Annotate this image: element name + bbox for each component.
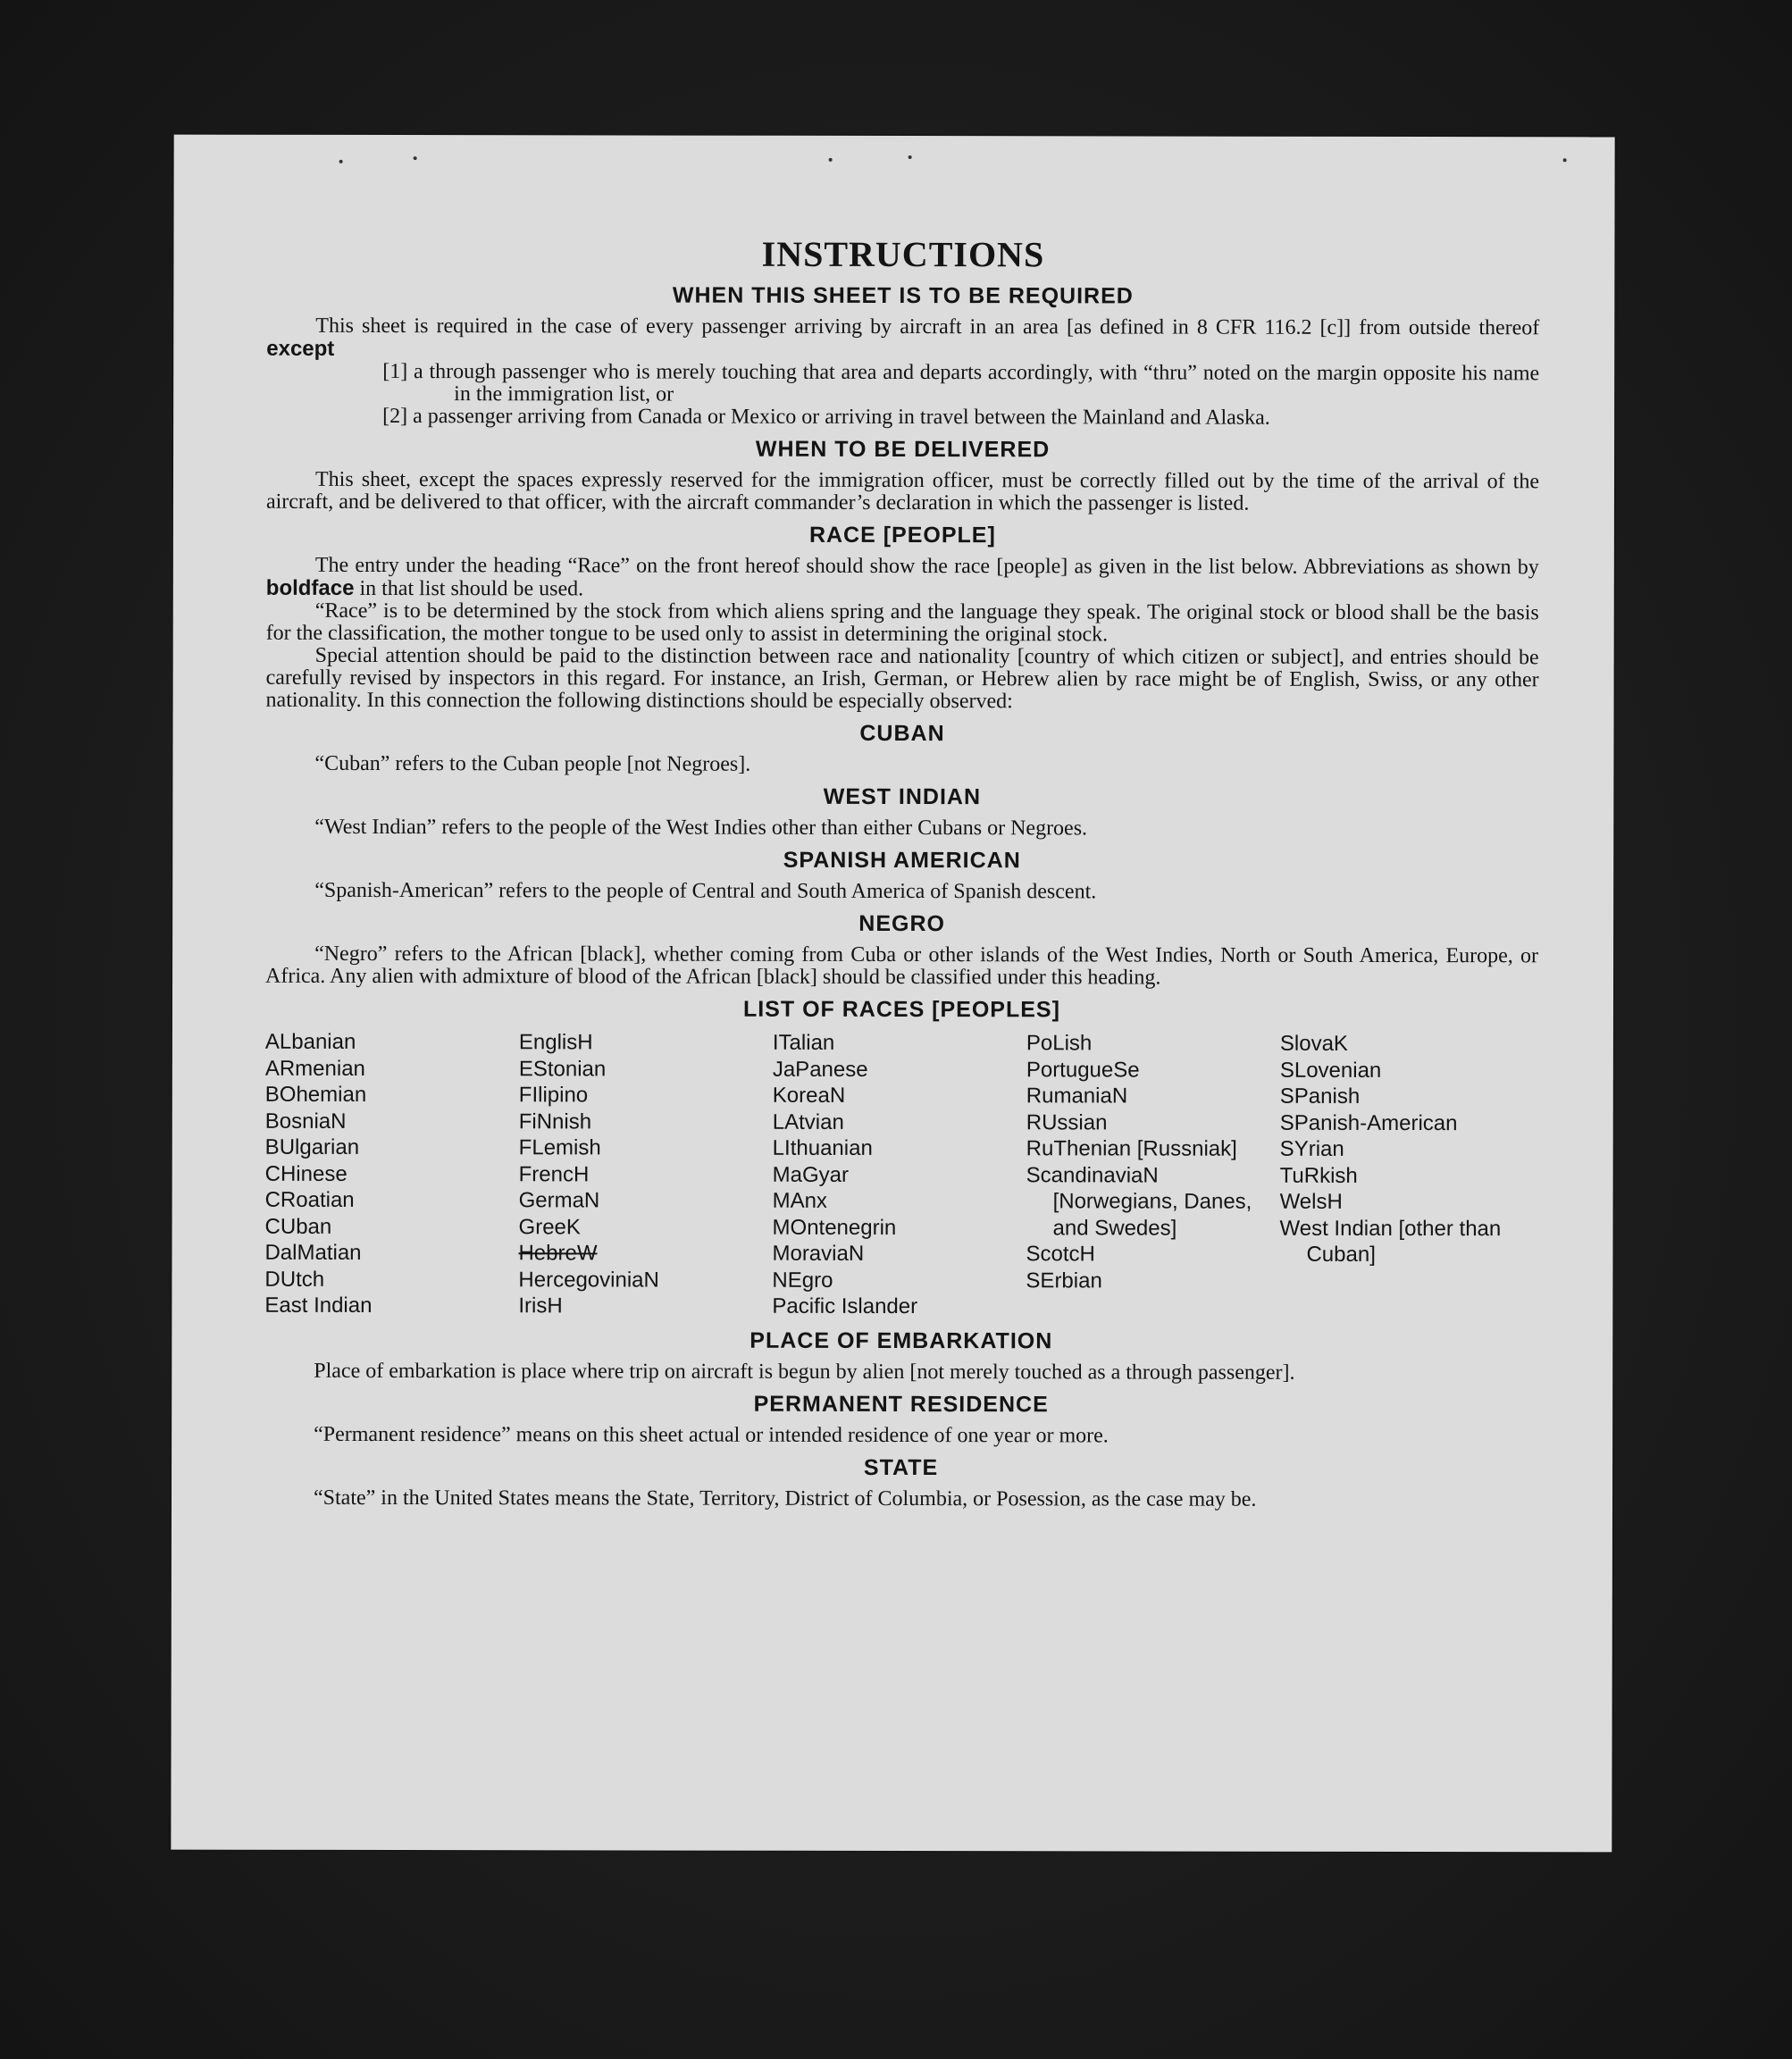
when-required-intro	[266, 315, 1539, 363]
heading-state: STATE	[863, 1454, 939, 1480]
race-item: ScandinaviaN [Norwegians, Danes, and Swedes]	[1026, 1162, 1252, 1241]
race-item: MoraviaN	[772, 1241, 865, 1266]
race-item: SPanish-American	[1279, 1110, 1458, 1135]
race-item: SErbian	[1026, 1268, 1102, 1293]
race-p1-start: The entry under the heading “Race” on the front hereof should show the race [people] as given in the list below. Abbreviations as shown by	[314, 553, 1539, 580]
race-item: FrencH	[518, 1161, 590, 1186]
race-item: FLemish	[518, 1135, 601, 1160]
place-of-embarkation-text: Place of embarkation is place where trip on aircraft is begun by alien [not merely touched as a through passenger].	[314, 1359, 1295, 1385]
west-indian-text: “West Indian” refers to the people of the West Indies other than either Cubans or Negroes.	[314, 815, 1088, 841]
race-item: DUtch	[264, 1267, 325, 1292]
race-item: BosniaN	[264, 1109, 347, 1134]
when-required-item-1: [1] a through passenger who is merely touching that area and departs accordingly, with “thru” noted on the margin opposite his name in the immigration list, or	[382, 360, 1540, 406]
races-column-3	[772, 1030, 1026, 1320]
spanish-american-text: “Spanish-American” refers to the people of Central and South America of Spanish descent.	[314, 878, 1097, 904]
race-item: JaPanese	[772, 1057, 868, 1082]
race-item: FIlipino	[518, 1083, 589, 1108]
race-item: ITalian	[772, 1030, 835, 1055]
when-required-intro-text: This sheet is required in the case of every passenger arriving by aircraft in an area [as defined in 8 CFR 116.2 [c]] from outside thereof	[315, 314, 1540, 340]
sheet-content	[264, 233, 1539, 1511]
race-item: RumaniaN	[1026, 1084, 1128, 1109]
race-paragraph-3: Special attention should be paid to the distinction between race and nationality [country of which citizen or subject], and entries should be carefully revised by inspectors in this regard. For instance, an Irish, German, or Hebrew alien by race might be of English, Swiss, or any other nationality. In this connection the following distinctions should be especially observed:	[265, 643, 1539, 714]
race-item-struck: HebreW	[518, 1241, 598, 1266]
race-item: SlovaK	[1279, 1031, 1348, 1056]
cuban-text: “Cuban” refers to the Cuban people [not Negroes].	[314, 751, 751, 776]
race-item: LIthuanian	[772, 1135, 873, 1160]
race-item: ALbanian	[264, 1029, 356, 1054]
heading-place-of-embarkation: PLACE OF EMBARKATION	[749, 1327, 1053, 1353]
race-item: PortugueSe	[1026, 1057, 1140, 1082]
heading-race: RACE [PEOPLE]	[808, 522, 996, 548]
race-item: ARmenian	[264, 1056, 365, 1081]
race-item: NEgro	[772, 1268, 833, 1293]
races-column-5	[1279, 1031, 1538, 1321]
race-item: West Indian [other than Cuban]	[1279, 1216, 1502, 1267]
when-delivered-text: This sheet, except the spaces expressly reserved for the immigration officer, must be correctly filled out by the time of the arrival of the aircraft, and be delivered to that officer, with the aircraft commander’s declaration in which the passenger is listed.	[265, 467, 1540, 515]
speck	[909, 155, 912, 159]
races-column-4	[1026, 1030, 1280, 1320]
race-item: ScotcH	[1026, 1242, 1095, 1267]
when-required-item-2: [2] a passenger arriving from Canada or Mexico or arriving in travel between the Mainland and Alaska.	[382, 405, 1270, 430]
race-item: MOntenegrin	[772, 1215, 897, 1240]
heading-list-of-races: LIST OF RACES [PEOPLES]	[742, 996, 1060, 1023]
race-item: East Indian	[264, 1293, 373, 1318]
heading-west-indian: WEST INDIAN	[823, 783, 982, 810]
heading-permanent-residence: PERMANENT RESIDENCE	[753, 1391, 1049, 1417]
race-item: FiNnish	[518, 1109, 592, 1134]
race-item: BUlgarian	[264, 1134, 360, 1159]
race-paragraph-2: “Race” is to be determined by the stock from which aliens spring and the language they speak. The original stock or blood shall be the basis for the classification, the mother tongue to be used only to assist in determining the original stock.	[265, 598, 1539, 647]
race-item: KoreaN	[772, 1083, 846, 1108]
speck	[414, 156, 417, 160]
race-paragraph-1	[266, 555, 1539, 602]
races-column-2	[518, 1029, 773, 1319]
race-item: GreeK	[518, 1214, 581, 1239]
race-item: TuRkish	[1279, 1163, 1358, 1188]
race-p1-end: in that list should be used.	[359, 576, 584, 601]
race-item: HercegoviniaN	[518, 1267, 659, 1293]
permanent-residence-text: “Permanent residence” means on this sheet actual or intended residence of one year or more.	[314, 1422, 1109, 1447]
instruction-sheet	[171, 135, 1614, 1853]
race-item: SPanish	[1279, 1084, 1361, 1109]
race-item: GermaN	[518, 1188, 600, 1213]
races-list	[264, 1029, 1538, 1321]
race-item: LAtvian	[772, 1109, 844, 1134]
races-column-1	[264, 1029, 519, 1319]
race-item: WelsH	[1279, 1189, 1343, 1214]
race-item: EnglisH	[518, 1030, 593, 1055]
race-item: CUban	[264, 1214, 332, 1239]
race-item: SYrian	[1279, 1136, 1344, 1161]
speck	[339, 160, 343, 163]
heading-cuban: CUBAN	[859, 720, 945, 747]
heading-when-required: WHEN THIS SHEET IS TO BE REQUIRED	[672, 282, 1134, 309]
race-item: BOhemian	[264, 1082, 367, 1107]
race-item: RUssian	[1026, 1109, 1108, 1134]
when-required-except: except	[266, 336, 335, 361]
race-item: SLovenian	[1279, 1058, 1382, 1083]
race-item: Pacific Islander	[772, 1293, 918, 1319]
race-item: PoLish	[1026, 1031, 1093, 1056]
state-text: “State” in the United States means the State, Territory, District of Columbia, or Posession, as the case may be.	[313, 1486, 1257, 1511]
speck	[1563, 158, 1567, 162]
race-item: IrisH	[518, 1293, 563, 1318]
page-title: INSTRUCTIONS	[761, 233, 1045, 275]
race-item: EStonian	[518, 1056, 607, 1081]
heading-when-delivered: WHEN TO BE DELIVERED	[755, 436, 1051, 463]
race-item: MAnx	[772, 1188, 827, 1213]
heading-spanish-american: SPANISH AMERICAN	[783, 847, 1021, 874]
negro-text: “Negro” refers to the African [black], whether coming from Cuba or other islands of the West Indies, North or South America, Europe, or Africa. Any alien with admixture of blood of the African [black] should be classified under this heading.	[265, 942, 1539, 990]
race-item: CRoatian	[264, 1187, 355, 1212]
race-item: RuThenian [Russniak]	[1026, 1136, 1237, 1161]
speck	[829, 158, 833, 162]
race-item: DalMatian	[264, 1240, 362, 1265]
race-item: MaGyar	[772, 1162, 850, 1187]
race-item: CHinese	[264, 1161, 348, 1186]
race-p1-boldface: boldface	[265, 575, 355, 600]
heading-negro: NEGRO	[858, 910, 946, 937]
